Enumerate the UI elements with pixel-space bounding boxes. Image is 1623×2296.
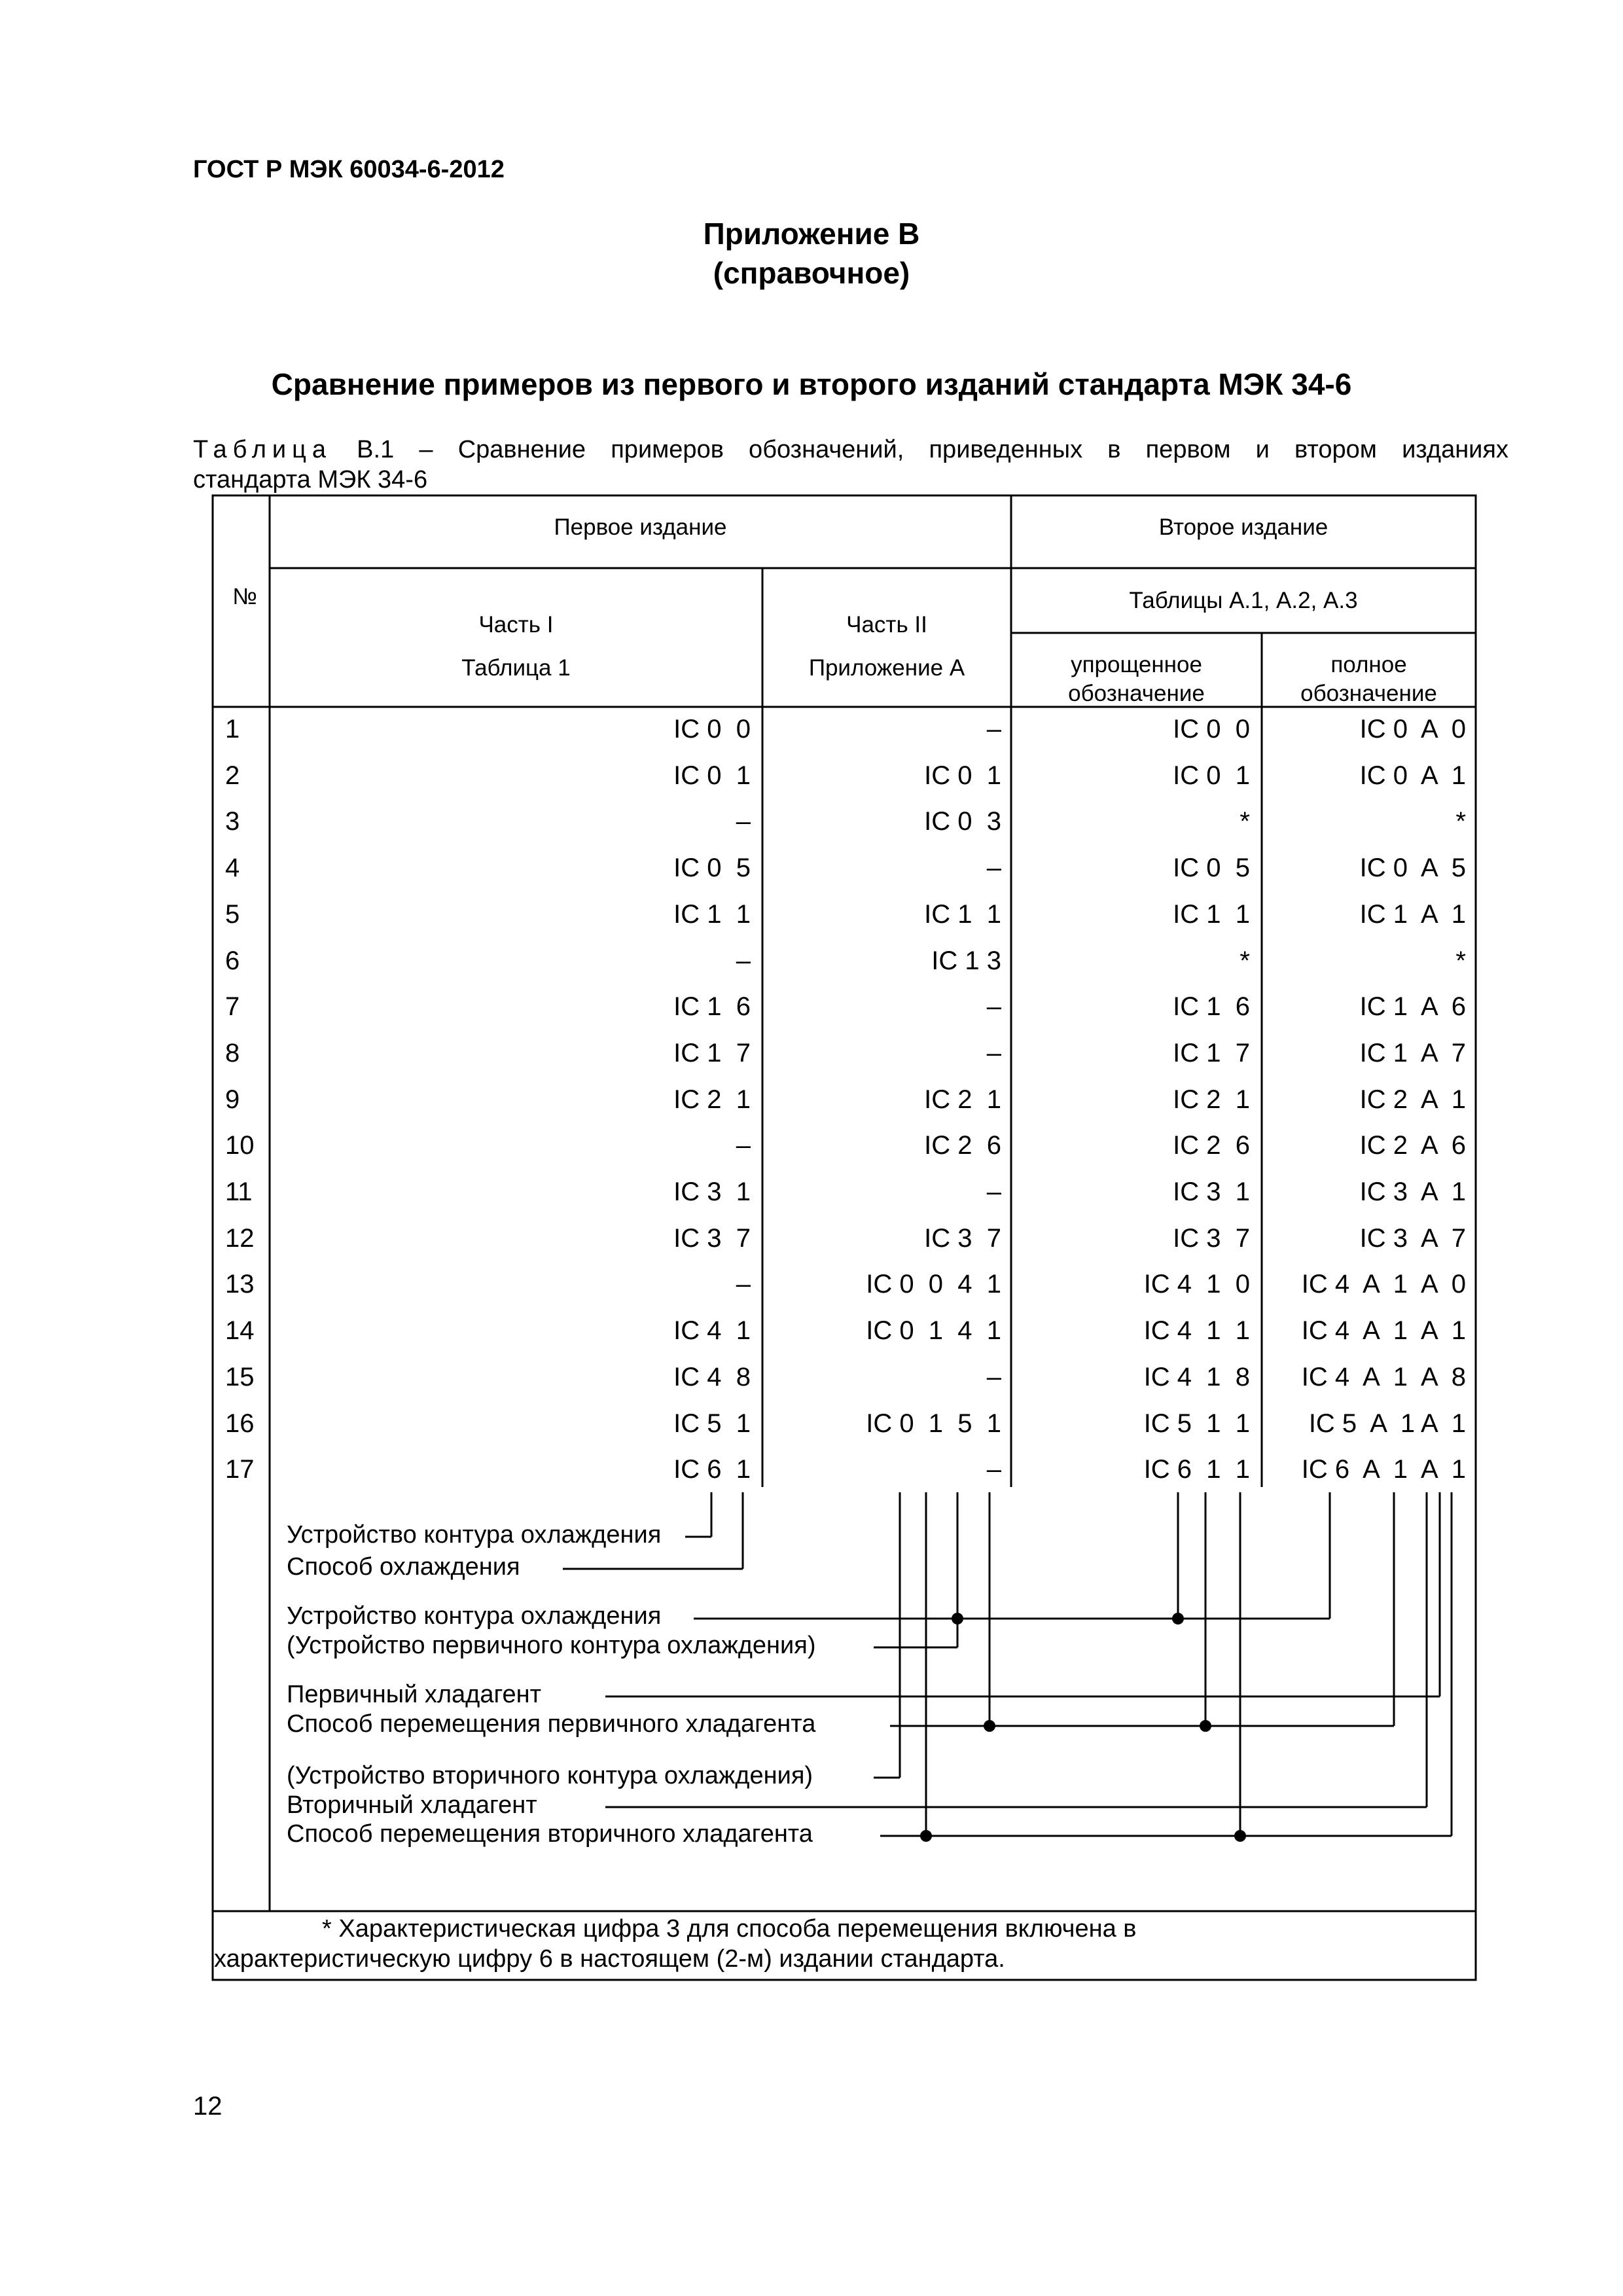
cell-simple: IC 5 1 1 bbox=[1143, 1409, 1250, 1438]
cell-part1: IC 0 0 bbox=[673, 715, 751, 744]
cell-full: IC 0 A 0 bbox=[1359, 715, 1466, 744]
cell-part1: IC 0 5 bbox=[673, 853, 751, 882]
cell-part2: – bbox=[986, 1363, 1001, 1391]
col-header-full: полное bbox=[1330, 652, 1407, 677]
cell-part1: – bbox=[736, 1270, 751, 1299]
cell-full: IC 6 A 1 A 1 bbox=[1301, 1455, 1466, 1484]
cell-simple: IC 1 7 bbox=[1173, 1039, 1250, 1067]
appendix-title: Приложение В bbox=[703, 217, 920, 251]
row-number: 15 bbox=[225, 1363, 255, 1391]
cell-part1: – bbox=[736, 807, 751, 836]
cell-simple: * bbox=[1240, 946, 1250, 975]
cell-simple: IC 3 1 bbox=[1173, 1177, 1250, 1206]
cell-full: IC 3 A 7 bbox=[1359, 1224, 1466, 1253]
cell-part2: IC 2 1 bbox=[924, 1085, 1001, 1114]
cell-full: IC 1 A 6 bbox=[1359, 992, 1466, 1021]
col-header-part2: Часть II bbox=[846, 612, 927, 637]
row-number: 10 bbox=[225, 1131, 255, 1160]
cell-simple: IC 4 1 8 bbox=[1143, 1363, 1250, 1391]
row-number: 1 bbox=[225, 715, 240, 744]
col-header-number: № bbox=[232, 584, 257, 609]
row-number: 13 bbox=[225, 1270, 255, 1299]
cell-full: * bbox=[1455, 807, 1466, 836]
cell-part2: – bbox=[986, 992, 1001, 1021]
cell-part2: – bbox=[986, 1455, 1001, 1484]
cell-simple: IC 4 1 1 bbox=[1143, 1316, 1250, 1345]
cell-simple: IC 2 1 bbox=[1173, 1085, 1250, 1114]
cell-full: IC 0 A 5 bbox=[1359, 853, 1466, 882]
row-number: 4 bbox=[225, 853, 240, 882]
appendix-subtitle: (справочное) bbox=[713, 256, 910, 290]
cell-full: IC 4 A 1 A 0 bbox=[1301, 1270, 1466, 1299]
cell-part2: IC 1 1 bbox=[924, 900, 1001, 929]
cell-part2: IC 0 0 4 1 bbox=[866, 1270, 1001, 1299]
cell-part2: IC 0 1 4 1 bbox=[866, 1316, 1001, 1345]
legend-item-3: Устройство контура охлаждения bbox=[287, 1602, 662, 1630]
col-header-part1: Часть I bbox=[478, 612, 554, 637]
row-number: 16 bbox=[225, 1409, 255, 1438]
cell-part2: – bbox=[986, 1177, 1001, 1206]
cell-part1: IC 1 1 bbox=[673, 900, 751, 929]
cell-simple: IC 1 1 bbox=[1173, 900, 1250, 929]
cell-full: IC 5 A 1 A 1 bbox=[1308, 1409, 1466, 1438]
col-header-first-edition: Первое издание bbox=[554, 514, 727, 540]
cell-part2: – bbox=[986, 715, 1001, 744]
footnote-line1: * Характеристическая цифра 3 для способа перемещения включена в bbox=[322, 1915, 1137, 1943]
legend-item-2: Способ охлаждения bbox=[287, 1553, 520, 1581]
legend-item-1: Устройство контура охлаждения bbox=[287, 1521, 662, 1549]
cell-part2: IC 0 1 5 1 bbox=[866, 1409, 1001, 1438]
cell-simple: IC 3 7 bbox=[1173, 1224, 1250, 1253]
col-header-second-edition: Второе издание bbox=[1158, 514, 1329, 540]
cell-part1: IC 3 7 bbox=[673, 1224, 751, 1253]
legend-item-9: Способ перемещения вторичного хладагента bbox=[287, 1820, 813, 1848]
cell-simple: IC 0 1 bbox=[1173, 761, 1250, 790]
footnote-line2: характеристическую цифру 6 в настоящем (2-м) издании стандарта. bbox=[214, 1945, 1005, 1973]
cell-full: IC 4 A 1 A 8 bbox=[1301, 1363, 1466, 1391]
cell-part1: IC 3 1 bbox=[673, 1177, 751, 1206]
cell-part2: IC 2 6 bbox=[924, 1131, 1001, 1160]
cell-simple: IC 2 6 bbox=[1173, 1131, 1250, 1160]
section-title: Сравнение примеров из первого и второго изданий стандарта МЭК 34-6 bbox=[271, 367, 1352, 401]
cell-full: IC 1 A 1 bbox=[1359, 900, 1466, 929]
cell-full: IC 3 A 1 bbox=[1359, 1177, 1466, 1206]
row-number: 14 bbox=[225, 1316, 255, 1345]
row-number: 11 bbox=[225, 1177, 253, 1206]
cell-full: * bbox=[1455, 946, 1466, 975]
col-header-part1-sub: Таблица 1 bbox=[461, 655, 571, 681]
legend-item-8: Вторичный хладагент bbox=[287, 1791, 537, 1819]
col-header-simple: упрощенное bbox=[1071, 652, 1202, 677]
cell-part2: IC 1 3 bbox=[931, 946, 1001, 975]
cell-part1: IC 1 7 bbox=[673, 1039, 751, 1067]
legend-item-4: (Устройство первичного контура охлаждения) bbox=[287, 1632, 816, 1659]
cell-simple: IC 0 5 bbox=[1173, 853, 1250, 882]
col-header-part2-sub: Приложение А bbox=[808, 655, 965, 681]
cell-full: IC 4 A 1 A 1 bbox=[1301, 1316, 1466, 1345]
cell-simple: * bbox=[1240, 807, 1250, 836]
caption-label: Таблица bbox=[193, 436, 332, 463]
cell-part2: IC 3 7 bbox=[924, 1224, 1001, 1253]
cell-part1: IC 1 6 bbox=[673, 992, 751, 1021]
cell-part1: IC 0 1 bbox=[673, 761, 751, 790]
cell-full: IC 2 A 6 bbox=[1359, 1131, 1466, 1160]
cell-part1: IC 4 8 bbox=[673, 1363, 751, 1391]
document-header: ГОСТ Р МЭК 60034-6-2012 bbox=[193, 156, 505, 183]
cell-part2: – bbox=[986, 853, 1001, 882]
cell-part1: IC 5 1 bbox=[673, 1409, 751, 1438]
legend-item-6: Способ перемещения первичного хладагента bbox=[287, 1710, 816, 1738]
cell-simple: IC 4 1 0 bbox=[1143, 1270, 1250, 1299]
page-number: 12 bbox=[193, 2092, 223, 2121]
cell-part2: IC 0 3 bbox=[924, 807, 1001, 836]
row-number: 8 bbox=[225, 1039, 240, 1067]
legend-item-5: Первичный хладагент bbox=[287, 1681, 542, 1708]
row-number: 17 bbox=[225, 1455, 255, 1484]
row-number: 2 bbox=[225, 761, 240, 790]
cell-part1: – bbox=[736, 1131, 751, 1160]
table-caption-line2: стандарта МЭК 34-6 bbox=[193, 466, 428, 493]
row-number: 5 bbox=[225, 900, 240, 929]
cell-simple: IC 6 1 1 bbox=[1143, 1455, 1250, 1484]
row-number: 9 bbox=[225, 1085, 240, 1114]
row-number: 7 bbox=[225, 992, 240, 1021]
cell-part1: IC 6 1 bbox=[673, 1455, 751, 1484]
cell-full: IC 0 A 1 bbox=[1359, 761, 1466, 790]
cell-part1: IC 4 1 bbox=[673, 1316, 751, 1345]
row-number: 12 bbox=[225, 1224, 255, 1253]
col-header-tables-ref: Таблицы А.1, А.2, А.3 bbox=[1129, 588, 1358, 613]
cell-full: IC 2 A 1 bbox=[1359, 1085, 1466, 1114]
cell-full: IC 1 A 7 bbox=[1359, 1039, 1466, 1067]
col-header-simple-designation: обозначение bbox=[1068, 681, 1205, 706]
row-number: 3 bbox=[225, 807, 240, 836]
col-header-full-designation: обозначение bbox=[1300, 681, 1437, 706]
cell-part1: IC 2 1 bbox=[673, 1085, 751, 1114]
row-number: 6 bbox=[225, 946, 240, 975]
caption-text: В.1 – Сравнение примеров обозначений, приведенных в первом и втором изданиях bbox=[332, 436, 1508, 463]
legend-item-7: (Устройство вторичного контура охлаждения) bbox=[287, 1762, 813, 1789]
cell-part2: – bbox=[986, 1039, 1001, 1067]
cell-part1: – bbox=[736, 946, 751, 975]
cell-simple: IC 0 0 bbox=[1173, 715, 1250, 744]
cell-simple: IC 1 6 bbox=[1173, 992, 1250, 1021]
cell-part2: IC 0 1 bbox=[924, 761, 1001, 790]
